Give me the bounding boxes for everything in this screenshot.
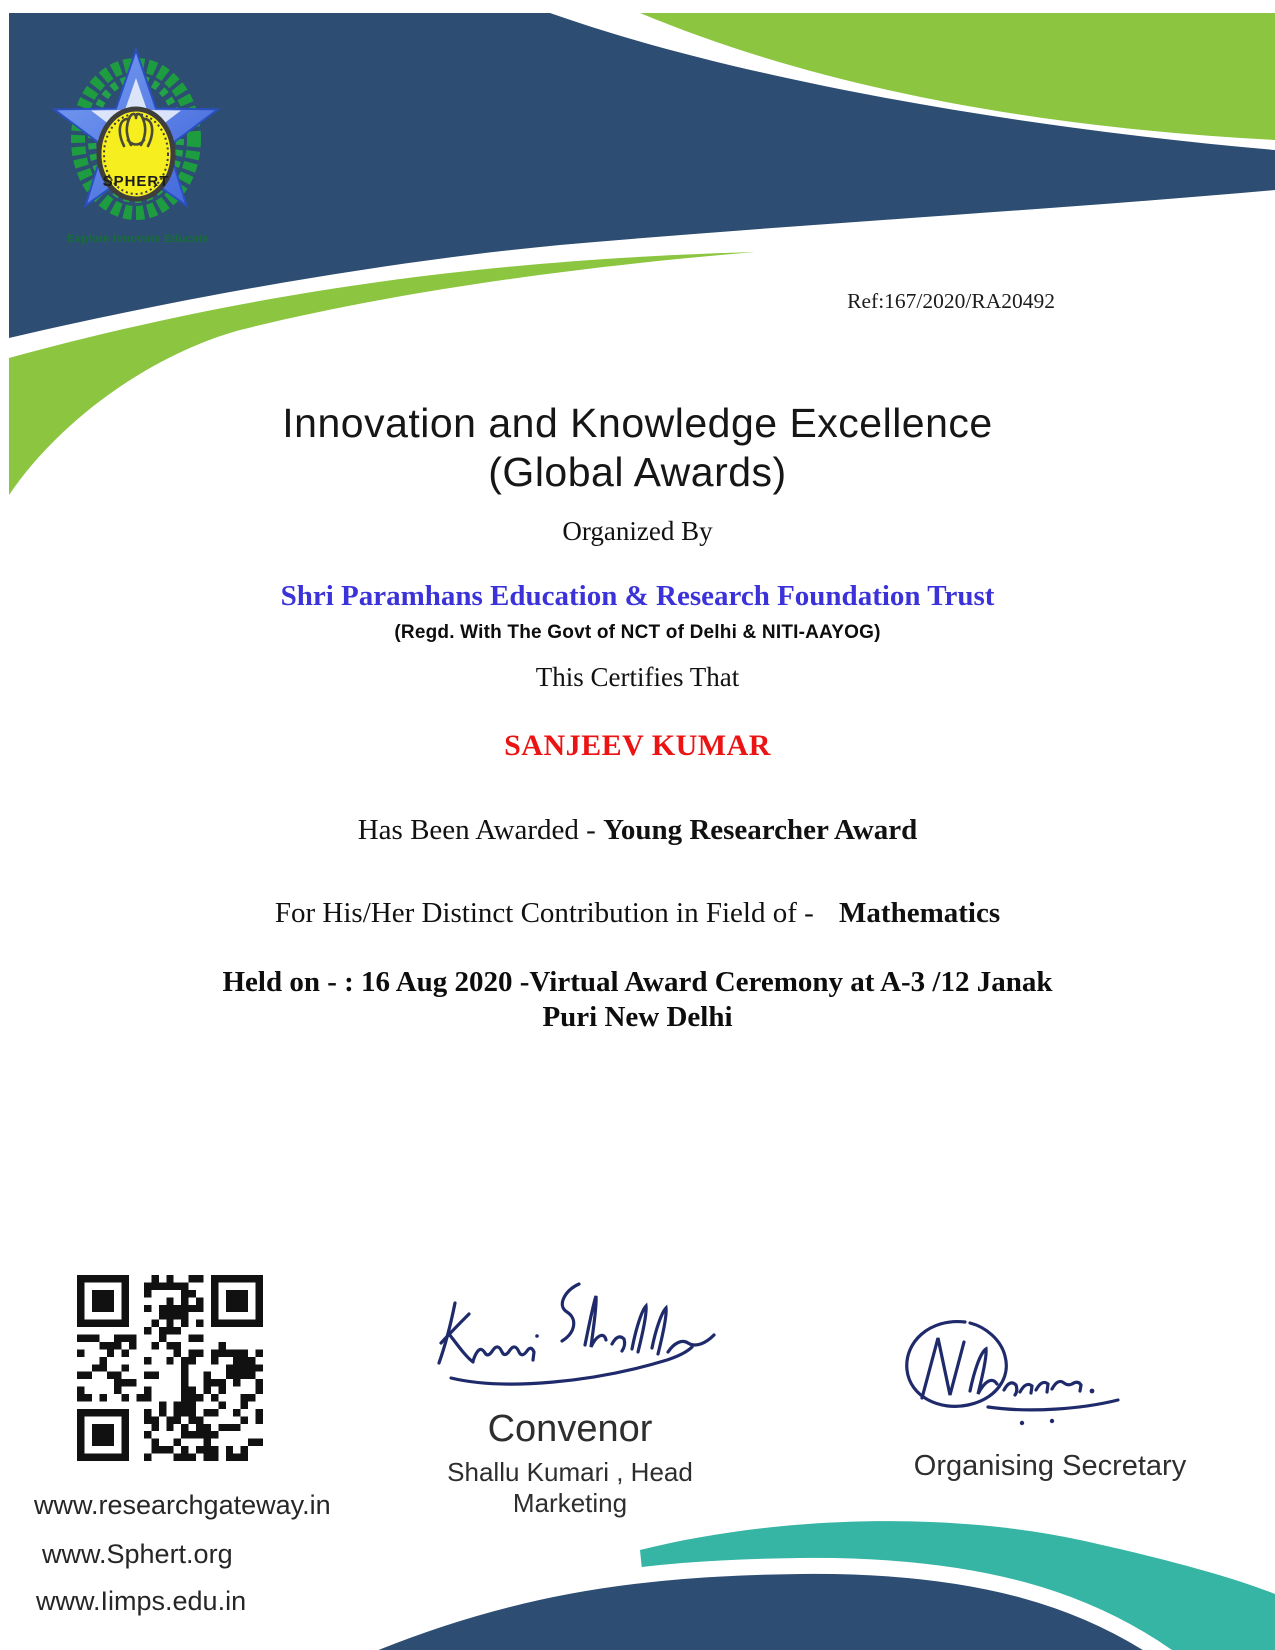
organization-name: Shri Paramhans Education & Research Foundation Trust (280, 580, 995, 612)
sphert-logo (38, 34, 238, 239)
reference-number: Ref:167/2020/RA20492 (847, 289, 1055, 313)
footer-swoosh-graphic (0, 1500, 1275, 1650)
logo-acronym: SPHERT (102, 173, 170, 190)
organized-by-label: Organized By (562, 516, 713, 546)
registration-note: (Regd. With The Govt of NCT of Delhi & NITI-AAYOG) (394, 622, 881, 643)
field-name: Mathematics (839, 897, 1001, 929)
event-line1: Held on - : 16 Aug 2020 -Virtual Award Ceremony at A-3 /12 Janak (222, 966, 1053, 998)
event-line2: Puri New Delhi (542, 1000, 733, 1033)
certificate-title-line2: (Global Awards) (488, 449, 787, 495)
convenor-name: Shallu Kumari , Head Marketing (447, 1457, 693, 1518)
website-iimps: www.Iimps.edu.in (36, 1586, 247, 1616)
convenor-signature (415, 1248, 745, 1398)
logo-tagline: Explore Innovate Educate (67, 233, 209, 245)
event-details (0, 965, 1275, 1035)
secretary-title: Organising Secretary (913, 1450, 1187, 1482)
certificate-title-line1: Innovation and Knowledge Excellence (282, 400, 993, 446)
field-prefix: For His/Her Distinct Contribution in Field of - (274, 897, 814, 929)
convenor-title: Convenor (487, 1408, 653, 1450)
website-researchgateway: www.researchgateway.in (34, 1490, 331, 1520)
qr-code (77, 1275, 263, 1461)
certifies-label: This Certifies That (535, 662, 740, 692)
website-sphert: www.Sphert.org (42, 1539, 233, 1569)
award-line (0, 814, 1275, 847)
award-prefix: Has Been Awarded - (357, 814, 596, 846)
recipient-name: SANJEEV KUMAR (504, 729, 771, 762)
award-title: Young Researcher Award (603, 814, 918, 846)
secretary-signature (870, 1292, 1190, 1432)
field-line (0, 897, 1275, 930)
